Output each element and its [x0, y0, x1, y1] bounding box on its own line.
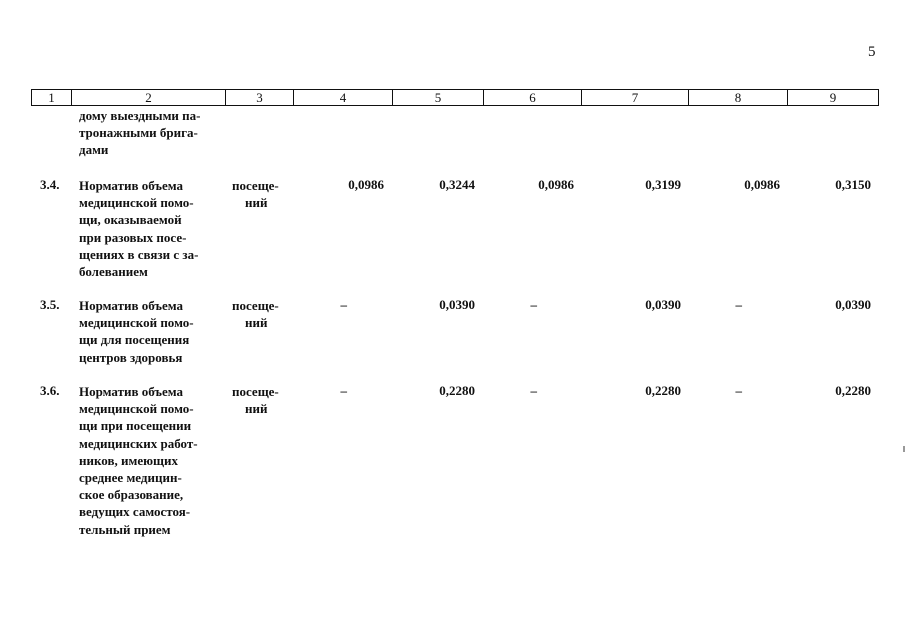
desc-line: дами	[79, 142, 109, 158]
row-number: 3.6.	[40, 383, 60, 398]
value-col-9: 0,2280	[835, 383, 871, 398]
value-col-5: 0,2280	[439, 383, 475, 398]
desc-line: ведущих самостоя-	[79, 504, 191, 520]
row-number: 3.4.	[40, 177, 60, 192]
value-col-9: 0,0390	[835, 297, 871, 312]
value-col-6: 0,0986	[538, 177, 574, 192]
unit-line: ний	[245, 315, 268, 331]
desc-line: щениях в связи с за-	[79, 246, 199, 262]
header-cell-4: 4	[294, 90, 393, 106]
unit-line: ний	[245, 401, 268, 417]
desc-line: ское образование,	[79, 487, 184, 503]
desc-line: медицинской помо-	[79, 315, 194, 331]
unit-line: ний	[245, 195, 268, 211]
header-cell-5: 5	[393, 90, 484, 106]
value-col-4: –	[340, 297, 347, 312]
unit-line: посеще-	[232, 384, 279, 399]
row-description	[79, 297, 216, 366]
header-row	[32, 90, 879, 106]
value-col-5: 0,3244	[439, 177, 475, 192]
header-cell-2: 2	[72, 90, 226, 106]
value-col-6: –	[530, 383, 537, 398]
desc-line: медицинской помо-	[79, 195, 194, 211]
header-cell-3: 3	[226, 90, 294, 106]
desc-line: Норматив объема	[79, 384, 184, 399]
page-number: 5	[868, 44, 876, 60]
row-number: 3.5.	[40, 297, 60, 312]
header-cell-8: 8	[689, 90, 788, 106]
value-col-4: 0,0986	[348, 177, 384, 192]
desc-line: болеванием	[79, 264, 148, 280]
row-description	[79, 383, 216, 538]
row-description	[79, 177, 216, 280]
desc-line: Норматив объема	[79, 178, 184, 193]
row-unit	[232, 383, 292, 417]
unit-line: посеще-	[232, 298, 279, 313]
header-cell-7: 7	[582, 90, 689, 106]
value-col-8: 0,0986	[744, 177, 780, 192]
value-col-8: –	[735, 297, 742, 312]
value-col-7: 0,2280	[645, 383, 681, 398]
value-col-6: –	[530, 297, 537, 312]
value-col-7: 0,0390	[645, 297, 681, 312]
header-cell-6: 6	[484, 90, 582, 106]
unit-line: посеще-	[232, 178, 279, 193]
desc-line: щи при посещении	[79, 418, 192, 434]
desc-line: среднее медицин-	[79, 470, 182, 486]
desc-line: при разовых посе-	[79, 229, 187, 245]
value-col-4: –	[340, 383, 347, 398]
value-col-9: 0,3150	[835, 177, 871, 192]
desc-line: щи, оказываемой	[79, 212, 182, 228]
desc-line: медицинских работ-	[79, 435, 198, 451]
column-header-table	[31, 89, 879, 106]
header-cell-9: 9	[788, 90, 879, 106]
desc-line: тронажными брига-	[79, 125, 198, 141]
desc-line: медицинской помо-	[79, 401, 194, 417]
header-cell-1: 1	[32, 90, 72, 106]
desc-line: дому выездными па-	[79, 108, 201, 123]
value-col-7: 0,3199	[645, 177, 681, 192]
row-unit	[232, 297, 292, 331]
value-col-8: –	[735, 383, 742, 398]
row-unit	[232, 177, 292, 211]
desc-line: тельный прием	[79, 521, 171, 537]
desc-line: щи для посещения	[79, 332, 190, 348]
desc-line: центров здоровья	[79, 349, 183, 365]
continuation-description	[79, 107, 216, 159]
value-col-5: 0,0390	[439, 297, 475, 312]
desc-line: Норматив объема	[79, 298, 184, 313]
desc-line: ников, имеющих	[79, 452, 179, 468]
